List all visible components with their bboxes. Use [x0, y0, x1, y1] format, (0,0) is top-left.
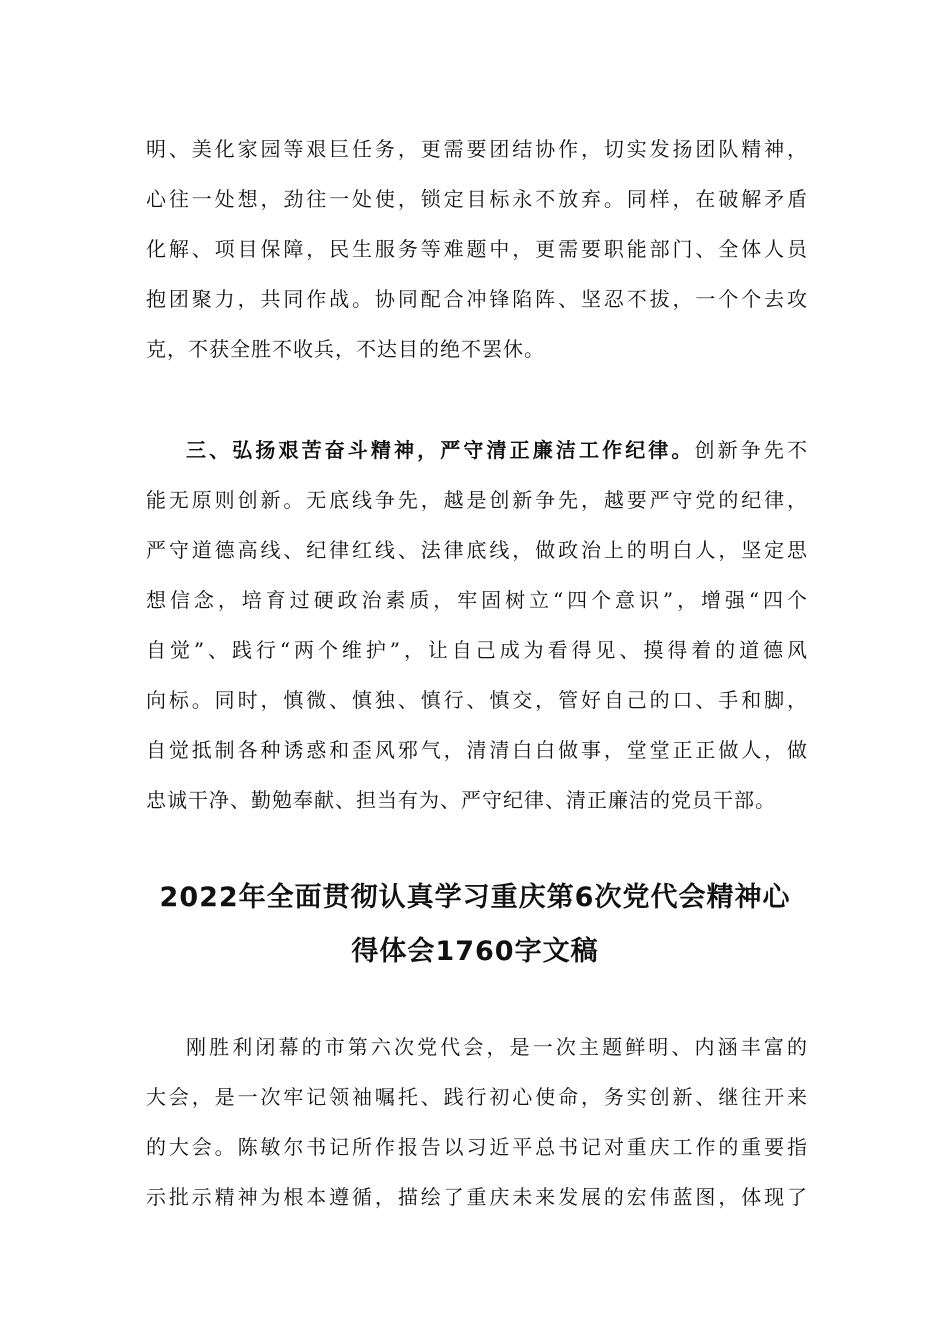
- heading-trailing-text: 创新争先不: [694, 438, 808, 462]
- paragraph-section-three: [146, 425, 808, 825]
- text-line: 想信念，培育过硬政治素质，牢固树立“四个意识”，增强“四个: [146, 588, 808, 612]
- title-line: 得体会1760字文稿: [351, 936, 599, 967]
- paragraph-teamwork: [146, 124, 808, 374]
- text-line: 自觉抵制各种诱惑和歪风邪气，清清白白做事，堂堂正正做人，做: [146, 738, 808, 762]
- text-line: 示批示精神为根本遵循，描绘了重庆未来发展的宏伟蓝图，体现了: [146, 1185, 808, 1209]
- text-line: 心往一处想，劲往一处使，锁定目标永不放弃。同样，在破解矛盾: [146, 187, 808, 211]
- title-line: 2022年全面贯彻认真学习重庆第6次党代会精神心: [159, 882, 791, 913]
- text-line: 明、美化家园等艰巨任务，更需要团结协作，切实发扬团队精神，: [146, 137, 808, 161]
- paragraph-intro: [146, 1022, 808, 1222]
- text-line: 化解、项目保障，民生服务等难题中，更需要职能部门、全体人员: [146, 237, 808, 261]
- text-line: 忠诚干净、勤勉奉献、担当有为、严守纪律、清正廉洁的党员干部。: [146, 788, 776, 812]
- section-heading: 三、弘扬艰苦奋斗精神，严守清正廉洁工作纪律。: [186, 438, 695, 462]
- text-line: 向标。同时，慎微、慎独、慎行、慎交，管好自己的口、手和脚，: [146, 688, 808, 712]
- text-line: 严守道德高线、纪律红线、法律底线，做政治上的明白人，坚定思: [146, 538, 808, 562]
- article-title: [100, 871, 850, 979]
- text-line: 能无原则创新。无底线争先，越是创新争先，越要严守党的纪律，: [146, 488, 808, 512]
- text-line: 大会，是一次牢记领袖嘱托、践行初心使命，务实创新、继往开来: [146, 1085, 808, 1109]
- text-line: 克，不获全胜不收兵，不达目的绝不罢休。: [146, 337, 545, 361]
- text-line: 的大会。陈敏尔书记所作报告以习近平总书记对重庆工作的重要指: [146, 1135, 808, 1159]
- text-line: 抱团聚力，共同作战。协同配合冲锋陷阵、坚忍不拔，一个个去攻: [146, 287, 808, 311]
- text-line: [146, 425, 808, 475]
- text-line: 刚胜利闭幕的市第六次党代会，是一次主题鲜明、内涵丰富的: [186, 1035, 808, 1059]
- text-line: 自觉”、践行“两个维护”，让自己成为看得见、摸得着的道德风: [146, 638, 808, 662]
